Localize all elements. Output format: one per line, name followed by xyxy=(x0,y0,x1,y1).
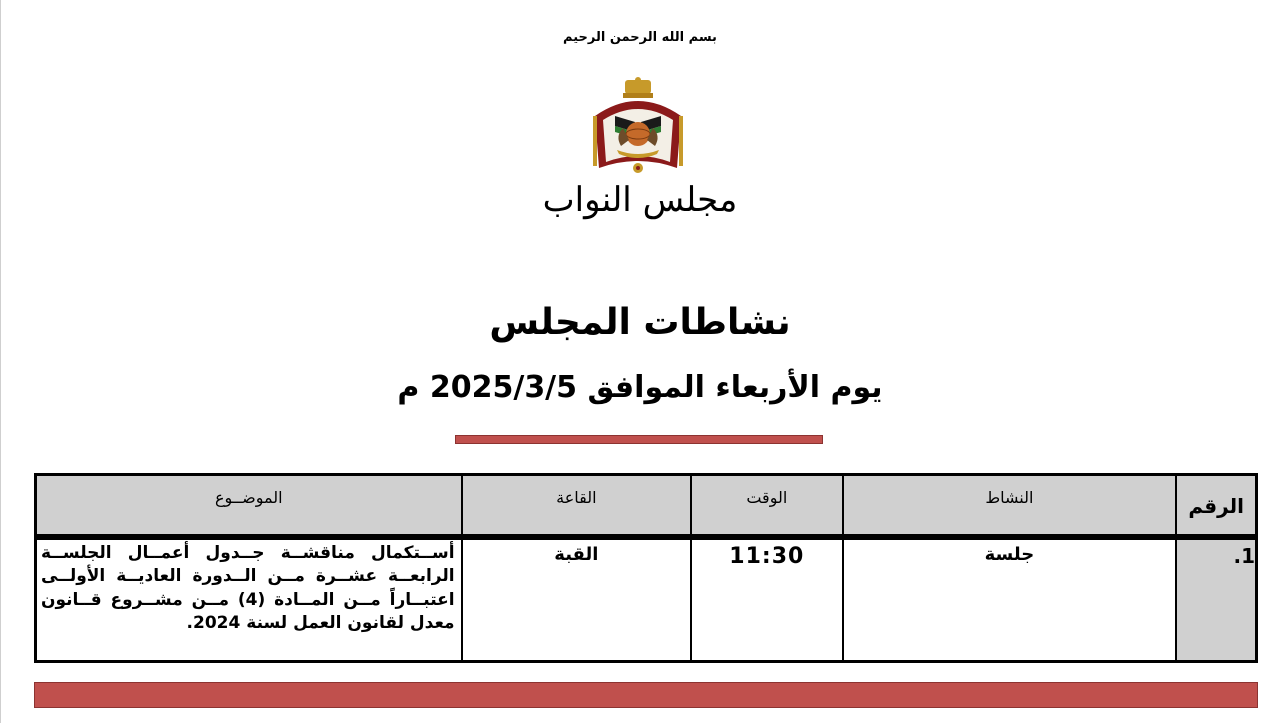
page-left-edge xyxy=(0,0,1,723)
header-number: الرقم xyxy=(1176,475,1256,537)
row-number: 1. xyxy=(1233,543,1255,568)
row-time: 11:30 xyxy=(691,537,842,662)
row-number-cell xyxy=(1176,537,1256,662)
page-date: يوم الأربعاء الموافق 2025/3/5 م xyxy=(397,370,883,405)
page-title: نشاطات المجلس xyxy=(489,302,791,343)
row-hall: القبة xyxy=(462,537,692,662)
title-divider xyxy=(455,435,823,444)
row-activity: جلسة xyxy=(843,537,1177,662)
table-row xyxy=(36,537,1257,662)
row-subject: أســتكمال مناقشــة جــدول أعمــال الجلســة الرابعــة عشــرة مــن الــدورة العاديــة الأولــى اعتبــاراً مــن المــادة (4) مــن مشــروع قــانون معدل لقانون العمل لسنة 2024. xyxy=(36,537,462,662)
council-name-logotype: مجلس النواب xyxy=(542,180,738,220)
footer-divider xyxy=(34,682,1258,708)
table-header-row xyxy=(36,475,1257,537)
header-activity: النشاط xyxy=(843,475,1177,537)
header-hall: القاعة xyxy=(462,475,692,537)
header-subject: الموضــوع xyxy=(36,475,462,537)
basmala-text: بسم الله الرحمن الرحيم xyxy=(563,30,717,45)
activities-table xyxy=(34,473,1258,663)
header-time: الوقت xyxy=(691,475,842,537)
jordan-royal-emblem-icon xyxy=(585,76,691,178)
